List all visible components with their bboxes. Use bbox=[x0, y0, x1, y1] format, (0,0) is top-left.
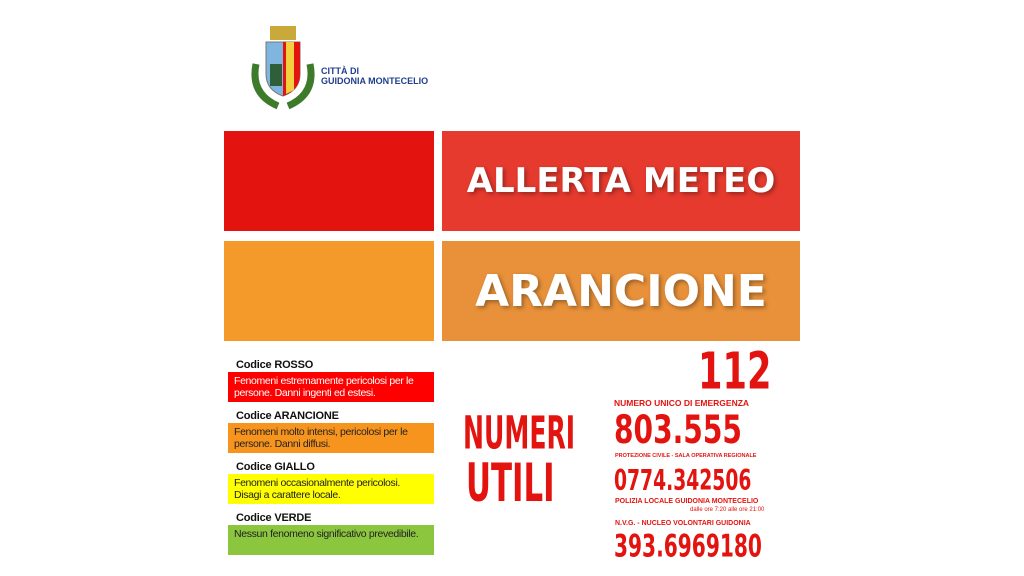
number-polizia: 0774.342506 bbox=[614, 464, 752, 498]
label-803555: PROTEZIONE CIVILE - SALA OPERATIVA REGIONALE bbox=[615, 453, 757, 459]
utili-label: UTILI bbox=[466, 453, 555, 515]
logo-line2: GUIDONIA MONTECELIO bbox=[321, 76, 429, 86]
banner-title: ALLERTA METEO bbox=[442, 131, 800, 231]
number-nvg: 393.6969180 bbox=[614, 527, 762, 564]
legend-desc-verde: Nessun fenomeno significativo prevedibile. bbox=[228, 525, 434, 555]
legend-title-arancione: Codice ARANCIONE bbox=[236, 410, 339, 422]
number-112: 112 bbox=[698, 342, 772, 402]
legend-desc-arancione: Fenomeni molto intensi, pericolosi per le persone. Danni diffusi. bbox=[228, 423, 434, 453]
banner-level: ARANCIONE bbox=[442, 241, 800, 341]
numeri-label: NUMERI bbox=[463, 406, 576, 460]
alert-legend bbox=[228, 359, 434, 563]
legend-desc-giallo: Fenomeni occasionalmente pericolosi. Disagi a carattere locale. bbox=[228, 474, 434, 504]
label-nvg: N.V.G. - NUCLEO VOLONTARI GUIDONIA bbox=[615, 520, 751, 527]
hours-polizia: dalle ore 7:20 alle ore 21:00 bbox=[690, 507, 765, 513]
label-112: NUMERO UNICO DI EMERGENZA bbox=[614, 398, 750, 408]
legend-desc-rosso: Fenomeni estremamente pericolosi per le persone. Danni ingenti ed estesi. bbox=[228, 372, 434, 402]
legend-title-giallo: Codice GIALLO bbox=[236, 461, 315, 473]
logo-line1: CITTÀ DI bbox=[321, 66, 359, 76]
label-polizia: POLIZIA LOCALE GUIDONIA MONTECELIO bbox=[615, 498, 759, 505]
number-803555: 803.555 bbox=[614, 407, 742, 453]
orange-block bbox=[224, 241, 434, 341]
legend-title-verde: Codice VERDE bbox=[236, 512, 312, 524]
legend-title-rosso: Codice ROSSO bbox=[236, 359, 314, 371]
red-block bbox=[224, 131, 434, 231]
coat-of-arms-icon bbox=[248, 24, 318, 110]
